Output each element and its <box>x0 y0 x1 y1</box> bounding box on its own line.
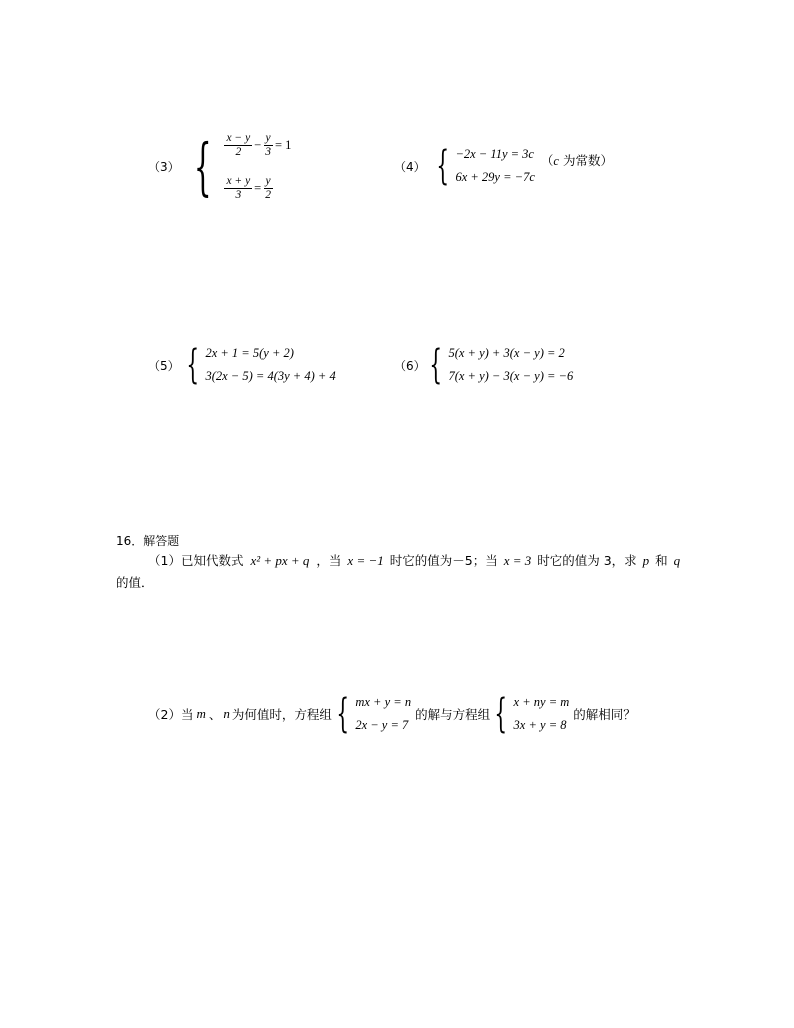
problem-4-equation-2: 6x + 29y = −7c <box>455 170 535 184</box>
system-1: mx + y = n 2x − y = 7 <box>355 695 412 732</box>
question-16-heading: 16．解答题 <box>116 534 180 548</box>
left-brace: { <box>429 342 443 388</box>
problem-6-equation-2: 7(x + y) − 3(x − y) = −6 <box>448 369 574 383</box>
problem-3-system <box>183 132 291 202</box>
problem-4-label: （4） <box>394 160 426 174</box>
question-16-part-2: （2）当 m 、 n 为何值时，方程组 { mx + y = n 2x − y = 7 的解与方程组 { x + ny = m 3x + y = 8 的解相同？ <box>148 691 636 737</box>
problem-6-system <box>423 342 574 388</box>
problem-5-equation-2: 3(2x − 5) = 4(3y + 4) + 4 <box>205 369 336 383</box>
expression: x² + px + q <box>250 553 310 568</box>
problem-5-label: （5） <box>148 359 180 373</box>
question-16-part-1-line-1: （1）已知代数式 x² + px + q ，当 x = −1 时它的值为－5；当 x = 3 时它的值为 3，求 p 和 q <box>148 553 681 568</box>
problem-4-system <box>430 143 613 189</box>
left-brace: { <box>436 143 450 189</box>
problem-5-equation-1: 2x + 1 = 5(y + 2) <box>205 346 294 360</box>
system-2: x + ny = m 3x + y = 8 <box>513 695 570 732</box>
problem-4-note: （c 为常数） <box>540 153 613 168</box>
problem-6-label: （6） <box>394 359 426 373</box>
condition-2: x = 3 <box>503 553 532 568</box>
left-brace: { <box>193 130 212 203</box>
left-brace: { <box>336 691 349 737</box>
left-brace: { <box>186 342 200 388</box>
question-16-part-1-line-2: 的值． <box>116 575 154 590</box>
left-brace: { <box>494 691 508 737</box>
problem-3-equation-2: $\frac{x + y}{3}$ = $\frac{y}{2}$ <box>226 175 271 201</box>
problem-6-equation-1: 5(x + y) + 3(x − y) = 2 <box>448 346 565 360</box>
problem-5-system <box>180 342 336 388</box>
problem-4-equation-1: −2x − 11y = 3c <box>455 147 534 161</box>
condition-1: x = −1 <box>347 553 384 568</box>
problem-3-label: （3） <box>148 160 180 174</box>
problem-3-equation-1: $\frac{x - y}{2}$ − $\frac{y}{3}$ = 1 <box>226 132 292 158</box>
